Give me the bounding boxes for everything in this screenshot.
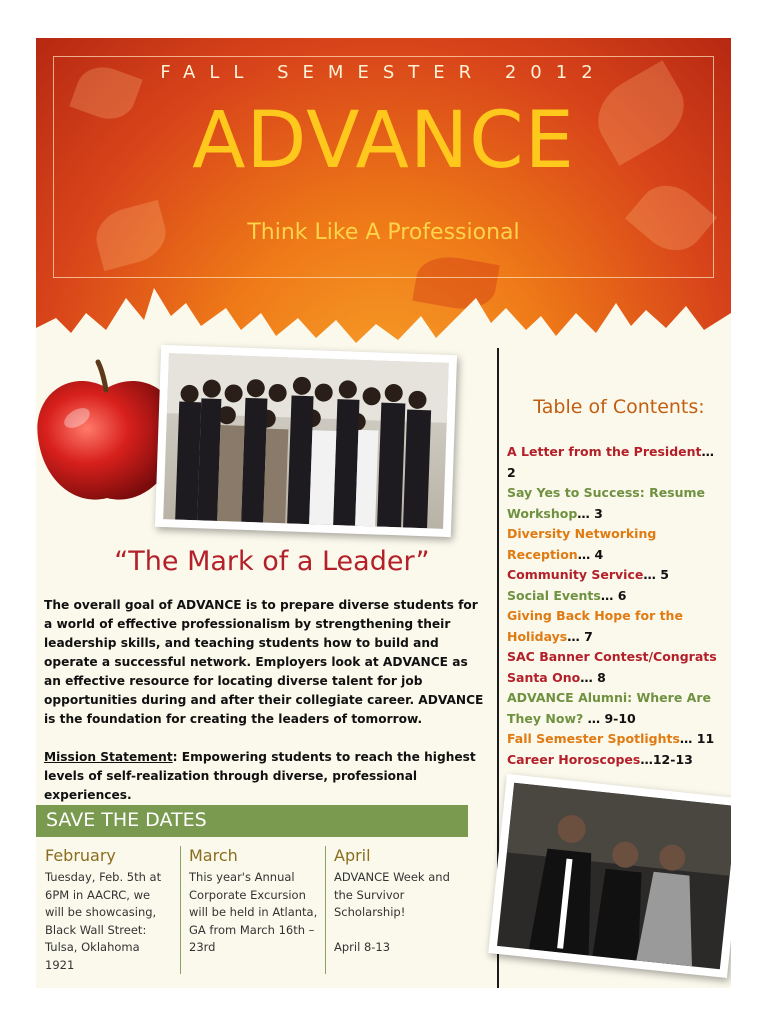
- toc-item-page: … 11: [679, 731, 715, 746]
- mission-text: : Empowering students to reach the highest levels of self-realization through diverse, professional experiences.: [44, 750, 476, 802]
- article-heading: “The Mark of a Leader”: [114, 546, 430, 577]
- toc-item: [507, 524, 727, 565]
- newsletter-page: [36, 38, 731, 988]
- event-description: ADVANCE Week and the Survivor Scholarship!: [334, 870, 450, 919]
- toc-item-label: Career Horoscopes: [507, 751, 641, 767]
- toc-item: [507, 565, 727, 586]
- date-column-april: [334, 846, 464, 976]
- mission-statement: [44, 748, 484, 805]
- month-heading: March: [189, 846, 238, 865]
- group-of-students-image: [163, 353, 449, 529]
- table-of-contents: [507, 442, 727, 770]
- toc-item: [507, 750, 727, 771]
- column-divider: [180, 846, 181, 974]
- toc-item-label: Fall Semester Spotlights: [507, 731, 680, 746]
- toc-title: Table of Contents:: [533, 396, 705, 418]
- toc-item-page: … 6: [600, 587, 627, 603]
- toc-item-page: … 2: [507, 444, 715, 480]
- toc-item: [507, 729, 727, 750]
- toc-item: [507, 647, 727, 688]
- save-the-dates-title: SAVE THE DATES: [46, 809, 207, 831]
- toc-item-page: … 4: [577, 546, 604, 562]
- toc-item: [507, 688, 727, 729]
- toc-item-label: Community Service: [507, 567, 644, 582]
- event-dates: April 8-13: [334, 939, 391, 954]
- toc-item: [507, 606, 727, 647]
- toc-item-label: A Letter from the President: [507, 444, 702, 459]
- month-heading: April: [334, 846, 371, 865]
- toc-item: [507, 586, 727, 607]
- toc-item-page: … 7: [567, 628, 593, 644]
- toc-item-label: Say Yes to Success: Resume Workshop: [507, 485, 706, 521]
- toc-item-label: Giving Back Hope for the Holidays: [507, 608, 683, 644]
- newsletter-title: ADVANCE: [192, 96, 575, 186]
- toc-item-page: … 8: [580, 669, 606, 685]
- group-photo: [155, 345, 457, 537]
- three-students-photo: [488, 774, 731, 978]
- toc-item-label: ADVANCE Alumni: Where Are They Now?: [507, 690, 711, 726]
- toc-item-page: … 3: [577, 505, 603, 521]
- toc-item-page: …12-13: [640, 751, 693, 767]
- month-heading: February: [45, 846, 116, 865]
- toc-item-label: Social Events: [507, 587, 601, 603]
- event-description: This year's Annual Corporate Excursion will be held in Atlanta, GA from March 16th – 23rd: [189, 870, 318, 954]
- article-body: The overall goal of ADVANCE is to prepare diverse students for a world of effective professionalism by strengthening their leadership skills, and teaching students how to build and operate a successful network. Employers look at ADVANCE as an effective resource for locating diverse talent for job opportunities during and after their collegiate career. ADVANCE is the foundation for creating the leaders of tomorrow.: [44, 598, 484, 726]
- toc-item: [507, 483, 727, 524]
- toc-item: [507, 442, 727, 483]
- toc-item-label: Diversity Networking Reception: [507, 526, 657, 562]
- toc-item-page: … 5: [643, 567, 669, 582]
- date-column-march: [189, 846, 319, 976]
- toc-item-page: … 9-10: [583, 710, 636, 726]
- toc-item-label: SAC Banner Contest/Congrats Santa Ono: [507, 649, 717, 685]
- event-description: Tuesday, Feb. 5th at 6PM in AACRC, we will be showcasing, Black Wall Street: Tulsa, Oklahoma 1921: [45, 870, 162, 972]
- mission-label: Mission Statement: [44, 750, 173, 764]
- three-students-image: [497, 783, 731, 970]
- semester-label: FALL SEMESTER 2012: [160, 62, 607, 83]
- tagline: Think Like A Professional: [247, 220, 520, 245]
- header-banner: [36, 38, 731, 368]
- column-divider: [325, 846, 326, 974]
- save-the-dates-bar: [36, 805, 468, 837]
- date-column-february: [45, 846, 171, 976]
